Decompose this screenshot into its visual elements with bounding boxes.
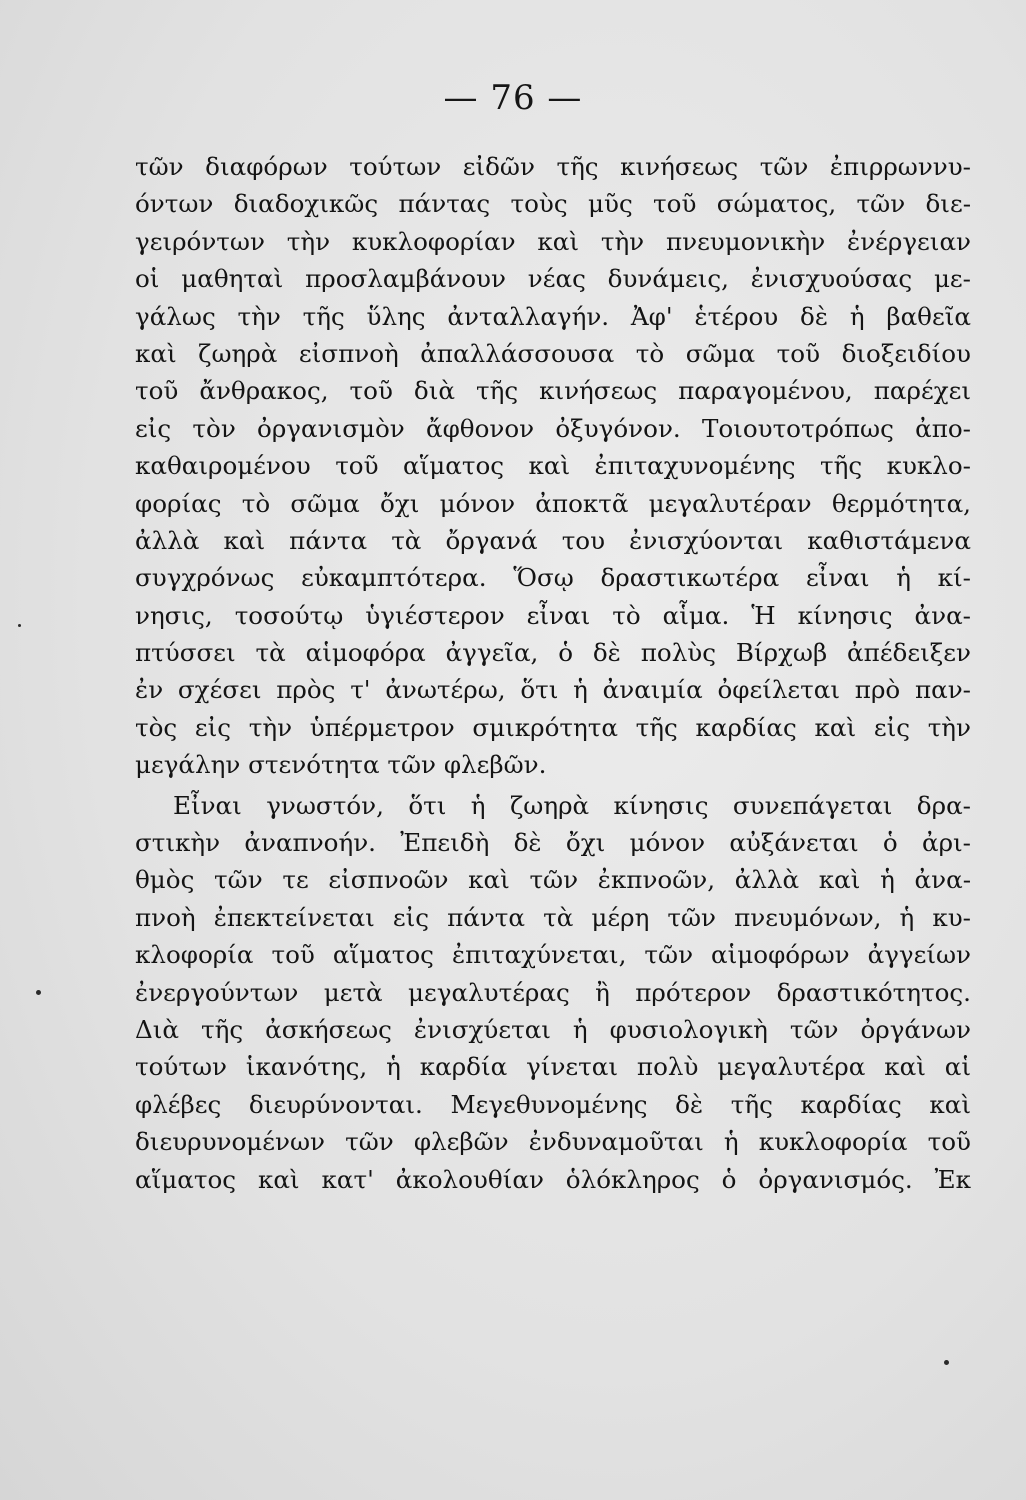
text-line: μεγάλην στενότητα τῶν φλεβῶν. — [135, 750, 547, 780]
text-line: όντων διαδοχικῶς πάντας τοὺς μῦς τοῦ σώματος, τῶν διε- — [135, 189, 971, 219]
text-line: νησις, τοσούτῳ ὑγιέστερον εἶναι τὸ αἷμα. Ἡ κίνησις ἀνα- — [135, 600, 971, 630]
text-line: τοῦ ἄνθρακος, τοῦ διὰ τῆς κινήσεως παραγομένου, παρέχει — [135, 376, 971, 406]
text-line: καὶ ζωηρὰ εἰσπνοὴ ἀπαλλάσσουσα τὸ σῶμα τοῦ διοξειδίου — [135, 338, 971, 368]
text-line: καθαιρομένου τοῦ αἵματος καὶ ἐπιταχυνομένης τῆς κυκλο- — [135, 451, 971, 481]
text-line: γάλως τὴν τῆς ὕλης ἀνταλλαγήν. Ἀφ' ἑτέρου δὲ ἡ βαθεῖα — [135, 301, 971, 331]
text-line: οἱ μαθηταὶ προσλαμβάνουν νέας δυνάμεις, ἐνισχυούσας με- — [135, 264, 971, 294]
print-speck — [36, 990, 41, 995]
text-line: εἰς τὸν ὀργανισμὸν ἄφθονον ὀξυγόνον. Τοιουτοτρόπως ἀπο- — [135, 413, 971, 443]
text-line: ἐν σχέσει πρὸς τ' ἀνωτέρω, ὅτι ἡ ἀναιμία ὀφείλεται πρὸ παν- — [135, 675, 971, 705]
text-line: τὸς εἰς τὴν ὑπέρμετρον σμικρότητα τῆς καρδίας καὶ εἰς τὴν — [135, 712, 971, 742]
text-line: στικὴν ἀναπνοήν. Ἐπειδὴ δὲ ὄχι μόνον αὐξάνεται ὁ ἀρι- — [135, 828, 971, 858]
text-line: φορίας τὸ σῶμα ὄχι μόνον ἀποκτᾶ μεγαλυτέραν θερμότητα, — [135, 488, 971, 518]
text-line: γειρόντων τὴν κυκλοφορίαν καὶ τὴν πνευμονικὴν ἐνέργειαν — [135, 226, 971, 256]
text-line: κλοφορία τοῦ αἵματος ἐπιταχύνεται, τῶν αἱμοφόρων ἀγγείων — [135, 940, 971, 970]
page-number: — 76 — — [443, 78, 583, 118]
text-line: τῶν διαφόρων τούτων εἰδῶν τῆς κινήσεως τῶν ἐπιρρωννυ- — [135, 152, 971, 181]
print-speck — [18, 624, 21, 627]
body-text — [135, 148, 971, 1198]
text-line: συγχρόνως εὐκαμπτότερα. Ὅσῳ δραστικωτέρα εἶναι ἡ κί- — [135, 563, 971, 593]
text-line: τούτων ἱκανότης, ἡ καρδία γίνεται πολὺ μεγαλυτέρα καὶ αἱ — [135, 1052, 971, 1082]
text-line: Διὰ τῆς ἀσκήσεως ἐνισχύεται ἡ φυσιολογικὴ τῶν ὀργάνων — [135, 1014, 971, 1044]
text-line: φλέβες διευρύνονται. Μεγεθυνομένης δὲ τῆς καρδίας καὶ — [135, 1089, 971, 1119]
text-line: πνοὴ ἐπεκτείνεται εἰς πάντα τὰ μέρη τῶν πνευμόνων, ἡ κυ- — [135, 902, 971, 932]
text-line: Εἶναι γνωστόν, ὅτι ἡ ζωηρὰ κίνησις συνεπάγεται δρα- — [173, 790, 971, 820]
text-line: πτύσσει τὰ αἱμοφόρα ἀγγεῖα, ὁ δὲ πολὺς Βίρχωβ ἀπέδειξεν — [135, 638, 971, 668]
text-line: ἐνεργούντων μετὰ μεγαλυτέρας ἢ πρότερον δραστικότητος. — [135, 977, 971, 1007]
text-line: διευρυνομένων τῶν φλεβῶν ἐνδυναμοῦται ἡ κυκλοφορία τοῦ — [135, 1127, 971, 1157]
print-speck — [944, 1360, 949, 1365]
text-line: ἀλλὰ καὶ πάντα τὰ ὄργανά του ἐνισχύονται καθιστάμενα — [135, 525, 971, 555]
text-line: αἵματος καὶ κατ' ἀκολουθίαν ὁλόκληρος ὁ ὀργανισμός. Ἐκ — [135, 1164, 971, 1194]
text-line: θμὸς τῶν τε εἰσπνοῶν καὶ τῶν ἐκπνοῶν, ἀλλὰ καὶ ἡ ἀνα- — [135, 865, 971, 895]
